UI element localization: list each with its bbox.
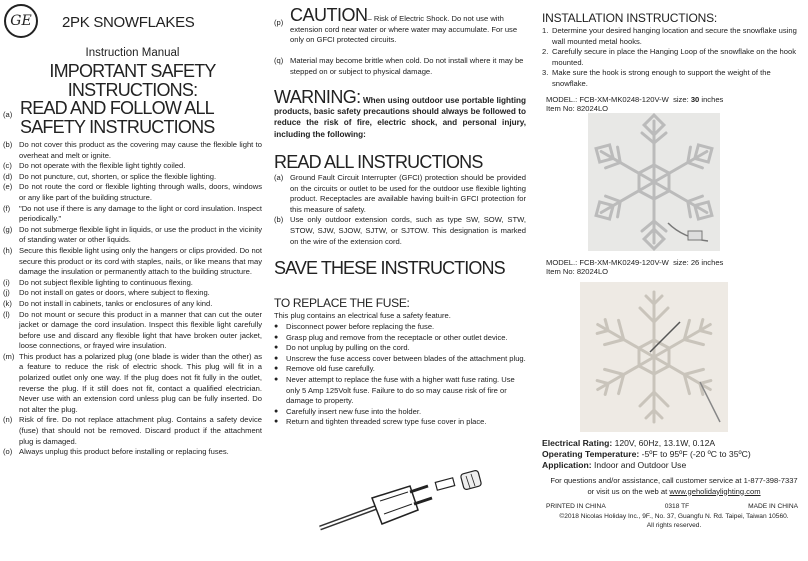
safety-item [3, 172, 262, 183]
safety-item [3, 415, 262, 447]
safety-item-letter: (d) [3, 171, 13, 181]
printed-in-china: PRINTED IN CHINA [546, 503, 606, 510]
temp-label: Operating Temperature: [542, 449, 640, 459]
model1-value: FCB-XM-MK0248-120V-W [579, 95, 669, 104]
safety-item-letter: (o) [3, 447, 13, 457]
fuse-cover-icon [460, 470, 482, 490]
safety-item-text: Do not subject flexible lighting to continuous flexing. [19, 277, 193, 287]
snowflake-icon [580, 282, 728, 432]
made-in-china: MADE IN CHINA [748, 503, 798, 510]
safety-item [3, 204, 262, 225]
all-rights-reserved: All rights reserved. [646, 522, 702, 529]
important-safety-heading [0, 62, 265, 100]
model2-size-label: size: [673, 258, 689, 267]
safety-item [3, 310, 262, 352]
read-all-heading: READ ALL INSTRUCTIONS [274, 152, 483, 172]
contact-line2: or visit us on the web at [587, 486, 668, 496]
fuse-step-text: Disconnect power before replacing the fuse. [286, 322, 435, 331]
snowflake-photo-2 [580, 282, 728, 432]
fuse-step [274, 333, 526, 344]
safety-item-text: Do not submerge flexible light in liquids, or use the product in the vicinity of standing water or other liquids. [19, 224, 262, 245]
gfci-item-letter: (a) [274, 173, 284, 182]
item-q-letter: (q) [274, 56, 284, 65]
safety-item-text: Always unplug this product before installing or replacing fuses. [19, 447, 229, 457]
safety-item [3, 352, 262, 416]
safety-item [3, 447, 262, 458]
safety-item [3, 225, 262, 246]
read-follow-heading [20, 99, 265, 137]
step-text: Determine your desired hanging location and secure the snowflake using wall mounted metal hooks. [552, 26, 797, 46]
model1-size-unit: inches [701, 95, 724, 104]
safety-item [3, 299, 262, 310]
rating-value: 120V, 60Hz, 13.1W, 0.12A [614, 438, 716, 448]
bullet-icon: ● [274, 407, 279, 415]
safety-item-text: Do not puncture, cut, shorten, or splice the flexible lighting. [19, 171, 217, 181]
bullet-icon: ● [274, 323, 279, 330]
bullet-icon: ● [274, 418, 279, 426]
safety-list [3, 140, 262, 458]
electrical-rating [542, 438, 715, 449]
item-a-letter: (a) [3, 110, 13, 119]
safety-item-letter: (h) [3, 245, 13, 255]
model2-size-unit: inches [701, 258, 724, 267]
fuse-step [274, 375, 526, 407]
application-label: Application: [542, 460, 592, 470]
bullet-icon: ● [274, 365, 279, 373]
fuse-step-text: Remove old fuse carefully. [286, 364, 375, 374]
read-follow-line1: READ AND FOLLOW ALL [20, 98, 214, 118]
bullet-icon: ● [274, 344, 279, 352]
safety-item-letter: (i) [3, 277, 10, 287]
step-text: Carefully secure in place the Hanging Loop of the snowflake on the hook mounted. [552, 47, 797, 67]
footer-codes [546, 503, 798, 510]
fuse-icon [435, 478, 454, 490]
installation-step [542, 47, 804, 68]
fuse-step [274, 322, 526, 333]
product-title: 2PK SNOWFLAKES [62, 14, 195, 31]
step-text: Make sure the hook is strong enough to support the weight of the snowflake. [552, 68, 771, 88]
safety-item-text: Risk of fire. Do not replace attachment plug. Contains a safety device (fuse) that should not be removed. Discard product if the attachment plug is damaged. [19, 415, 262, 446]
model1-size-label: size: [673, 95, 689, 104]
caution-word: CAUTION [290, 5, 368, 25]
model2-size: 26 [690, 258, 700, 267]
item-p-letter: (p) [274, 18, 284, 27]
installation-step [542, 26, 804, 47]
safety-item-text: Do not operate with the flexible light tightly coiled. [19, 161, 186, 171]
safety-item-letter: (l) [3, 309, 10, 319]
fuse-step [274, 354, 526, 365]
fuse-step [274, 364, 526, 375]
contact-line1: For questions and/or assistance, call customer service at 1-877-398-7337 [550, 476, 798, 485]
fuse-step-text: Carefully insert new fuse into the holder. [286, 406, 422, 416]
safety-item-text: "Do not use if there is any damage to the light or cord insulation. Inspect periodically." [19, 203, 262, 224]
fuse-steps [274, 322, 526, 428]
safety-item [3, 161, 262, 172]
safety-item-letter: (j) [3, 288, 10, 298]
caution-block [274, 5, 526, 46]
ge-logo-text: GE [10, 13, 32, 29]
save-instructions-heading: SAVE THESE INSTRUCTIONS [274, 258, 505, 278]
important-safety-line1: IMPORTANT SAFETY [49, 61, 216, 81]
safety-item-text: Do not route the cord or flexible lighting through walls, doors, windows or any like part of the building structure. [19, 182, 262, 202]
safety-item [3, 278, 262, 289]
column-middle [270, 0, 530, 561]
safety-item-letter: (e) [3, 182, 13, 192]
safety-item-letter: (f) [3, 203, 11, 213]
safety-item-letter: (k) [3, 298, 12, 308]
power-cord-icon [668, 223, 708, 241]
instruction-manual-label: Instruction Manual [85, 47, 180, 59]
model1-size: 30 [690, 95, 700, 104]
installation-steps [542, 26, 804, 90]
application-value: Indoor and Outdoor Use [594, 460, 687, 470]
gfci-item [274, 215, 526, 247]
safety-item-text: Do not cover this product as the covering may cause the flexible light to overheat and melt or ignite. [19, 140, 262, 160]
read-follow-line2: SAFETY INSTRUCTIONS [20, 117, 215, 137]
gfci-item-text: Use only outdoor extension cords, such as type SW, SOW, STW, STOW, SJW, SJOW, SJTW, or SJTOW. This designation is marked on the wire of the extension cord. [290, 215, 526, 246]
contact-info [540, 476, 808, 497]
fuse-step-text: Never attempt to replace the fuse with a higher watt fuse rating. Use only 5 Amp 125Volt fuse. Failure to do so may cause risk of fire or damage to property. [286, 374, 515, 406]
print-code: 0318 TF [664, 503, 690, 510]
fuse-intro: This plug contains an electrical fuse a safety feature. [274, 311, 451, 320]
gfci-list [274, 173, 526, 247]
copyright: ©2018 Nicolas Holiday Inc., 9F., No. 37, Guangfu N. Rd. Taipei, Taiwan 10560. [559, 513, 789, 520]
fuse-heading: TO REPLACE THE FUSE: [274, 296, 410, 310]
website-link[interactable]: www.geholidaylighting.com [669, 486, 761, 496]
installation-heading: INSTALLATION INSTRUCTIONS: [542, 11, 718, 25]
safety-item-text: Do not mount or secure this product in a manner that can cut the outer jacket or damage the cord insulation. Inspect this flexible light carefully before use and discard any flexible light that have broken outer jacket, loose connections, or frayed wire insulation. [19, 309, 262, 351]
fuse-step-text: Do not unplug by pulling on the cord. [286, 343, 410, 353]
step-number: 1. [542, 26, 549, 35]
warning-text: When using outdoor use portable lighting products, basic safety precautions should always be followed to reduce the risk of fire, electric shock, and personal injury, including the following: [274, 96, 527, 139]
warning-block [274, 87, 527, 140]
model2-label: MODEL.: [546, 258, 578, 267]
model1-item: 82024LO [576, 104, 609, 113]
operating-temperature [542, 449, 751, 460]
model1-label: MODEL.: [546, 95, 578, 104]
installation-step [542, 68, 804, 89]
item-q [274, 56, 526, 77]
safety-item [3, 246, 262, 278]
ge-logo [4, 4, 38, 38]
safety-item-letter: (g) [3, 224, 13, 234]
important-safety-line2: INSTRUCTIONS: [67, 80, 198, 100]
column-left [0, 0, 265, 561]
warning-word: WARNING: [274, 87, 361, 107]
caution-text: – Risk of Electric Shock. Do not use with extension cord near water or where water may accumulate. For use only on GFCI protected circuits. [290, 14, 518, 45]
bullet-icon: ● [274, 333, 279, 341]
temp-value: -5ºF to 95ºF (-20 ºC to 35ºC) [641, 449, 751, 459]
model2-item-label: Item No: [546, 267, 575, 276]
safety-item-letter: (m) [3, 351, 15, 361]
safety-item-text: Do not install on gates or doors, where subject to flexing. [19, 288, 210, 298]
plug-fuse-illustration [310, 466, 490, 546]
column-right [540, 0, 808, 561]
safety-item-letter: (c) [3, 161, 12, 171]
model2-item: 82024LO [576, 267, 609, 276]
rating-label: Electrical Rating: [542, 438, 613, 448]
fuse-step-text: Unscrew the fuse access cover between blades of the attachment plug. [286, 353, 526, 363]
item-q-text: Material may become brittle when cold. Do not install where it may be stepped on or subject to physical damage. [290, 56, 524, 76]
safety-item-text: Do not install in cabinets, tanks or enclosures of any kind. [19, 298, 213, 308]
power-cord [320, 506, 380, 528]
gfci-item-text: Ground Fault Circuit Interrupter (GFCI) protection should be provided on the circuits or outlet to be used for the outdoor use flexible lighting product. Receptacles are available having built-in GFCI protection for this measure of safety. [290, 173, 526, 214]
fuse-step [274, 407, 526, 418]
bullet-icon: ● [274, 354, 279, 362]
gfci-item [274, 173, 526, 215]
fuse-step-text: Return and tighten threaded screw type fuse cover in place. [286, 417, 487, 427]
safety-item [3, 140, 262, 161]
safety-item-text: Secure this flexible light using only the hangers or clips provided. Do not secure this product or its cord with staples, nails, or like means that may damage the insulation or permanently attach to the building structure. [19, 245, 262, 277]
model2-value: FCB-XM-MK0249-120V-W [579, 258, 669, 267]
step-number: 3. [542, 68, 549, 78]
snowflake-icon [588, 113, 720, 251]
safety-item-letter: (n) [3, 415, 13, 425]
fuse-step-text: Grasp plug and remove from the receptacle or other outlet device. [286, 332, 508, 342]
model2-item-line [546, 267, 608, 278]
safety-item-letter: (b) [3, 140, 13, 149]
fuse-step [274, 343, 526, 354]
safety-item [3, 288, 262, 299]
model1-item-label: Item No: [546, 104, 575, 113]
gfci-item-letter: (b) [274, 215, 284, 225]
application [542, 460, 686, 471]
safety-item [3, 182, 262, 203]
snowflake-photo-1 [588, 113, 720, 251]
step-number: 2. [542, 47, 549, 57]
bullet-icon: ● [274, 375, 279, 383]
fuse-step [274, 417, 526, 428]
safety-item-text: This product has a polarized plug (one blade is wider than the other) as a feature to reduce the risk of electric shock. This plug will fit in a polarized outlet only one way. If the plug does not fit fully in the outlet, reverse the plug. If it still does not fit, contact a qualified electrician. Never use with an extension cord unless plug can be fully inserted. Do not alter the plug. [19, 351, 262, 414]
attachment-plug [372, 486, 432, 524]
